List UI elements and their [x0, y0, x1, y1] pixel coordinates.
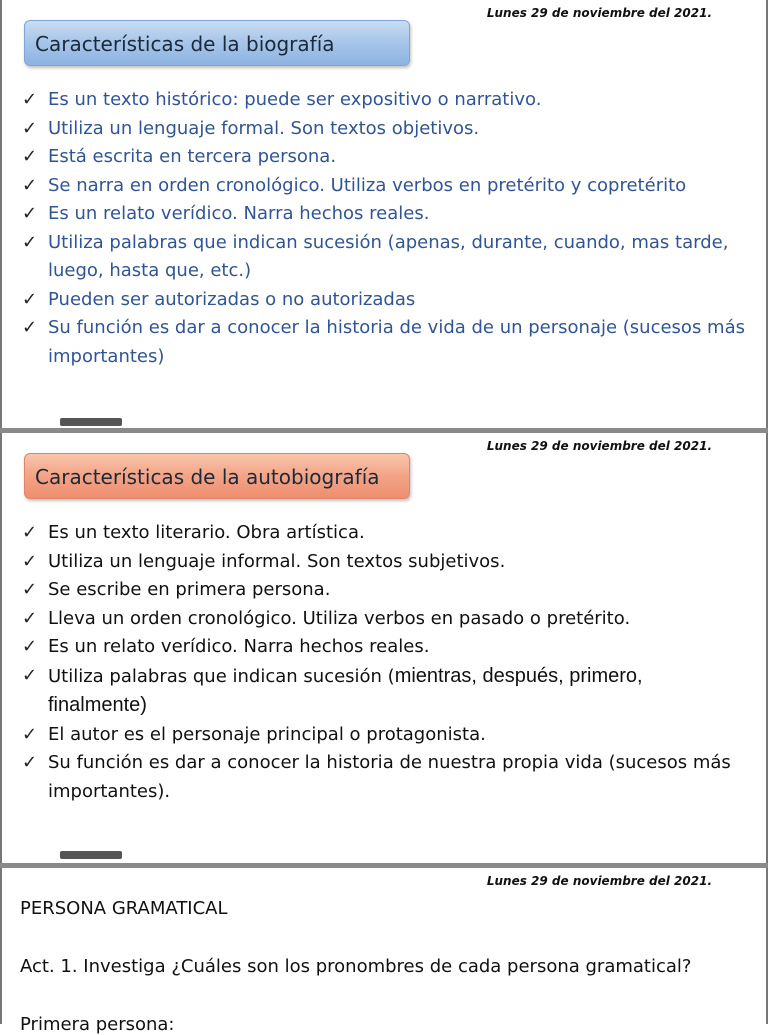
- list-item: [20, 576, 750, 605]
- list-item: [20, 548, 750, 577]
- list-item: [20, 721, 750, 750]
- slide-title: Características de la biografía: [24, 20, 410, 66]
- list-item: [20, 229, 750, 286]
- characteristics-list: [20, 519, 750, 806]
- section-heading: PERSONA GRAMATICAL: [20, 898, 228, 919]
- list-item-text-continued: importantes).: [48, 780, 171, 802]
- list-item-examples: mientras, después, primero,: [394, 664, 643, 687]
- slide-title: Características de la autobiografía: [24, 453, 410, 499]
- check-mark-icon: ✓: [22, 89, 38, 110]
- list-item: [20, 200, 750, 229]
- activity-text: Act. 1. Investiga ¿Cuáles son los pronombres de cada persona gramatical?: [20, 956, 692, 977]
- check-mark-icon: ✓: [22, 288, 38, 310]
- slide-persona-gramatical: [0, 868, 768, 1035]
- check-mark-icon: ✓: [22, 607, 38, 629]
- slide-biografia: [0, 0, 768, 428]
- check-mark-icon: ✓: [22, 117, 38, 139]
- list-item: [20, 662, 750, 721]
- characteristics-list: [20, 86, 750, 371]
- list-item-text-continued: luego, hasta que, etc.): [48, 260, 252, 281]
- list-item-text: Se escribe en primera persona.: [48, 579, 331, 600]
- list-item-text-continued: importantes): [48, 345, 165, 367]
- date-label: Lunes 29 de noviembre del 2021.: [486, 874, 712, 888]
- slide-autobiografia: [0, 433, 768, 863]
- list-item: [20, 286, 750, 315]
- list-item-text: Utiliza un lenguaje informal. Son textos subjetivos.: [48, 550, 506, 572]
- list-item-text: Está escrita en tercera persona.: [48, 146, 337, 167]
- list-item: [20, 314, 750, 371]
- list-item-text: El autor es el personaje principal o protagonista.: [48, 723, 486, 745]
- check-mark-icon: ✓: [22, 203, 38, 224]
- list-item-text: Se narra en orden cronológico. Utiliza verbos en pretérito y copretérito: [48, 174, 687, 196]
- list-item-text: Utiliza un lenguaje formal. Son textos objetivos.: [48, 117, 480, 139]
- list-item-text: Lleva un orden cronológico. Utiliza verbos en pasado o pretérito.: [48, 607, 631, 629]
- check-mark-icon: ✓: [22, 723, 38, 745]
- check-mark-icon: ✓: [22, 636, 38, 657]
- list-item: [20, 115, 750, 144]
- list-item: [20, 86, 750, 115]
- list-item: [20, 519, 750, 548]
- list-item: [20, 605, 750, 634]
- list-item-text: Su función es dar a conocer la historia de vida de un personaje (sucesos más: [48, 317, 745, 338]
- slide-handle: [60, 851, 122, 859]
- list-item-text: Es un texto histórico: puede ser expositivo o narrativo.: [48, 89, 542, 110]
- list-item-text: Es un relato verídico. Narra hechos reales.: [48, 636, 430, 657]
- check-mark-icon: ✓: [22, 317, 38, 338]
- slide-handle: [60, 418, 122, 426]
- partial-text: Primera persona:: [20, 1014, 175, 1035]
- check-mark-icon: ✓: [22, 579, 38, 600]
- list-item-text: Utiliza palabras que indican sucesión (apenas, durante, cuando, mas tarde,: [48, 231, 729, 253]
- list-item-text: Es un relato verídico. Narra hechos reales.: [48, 203, 430, 224]
- check-mark-icon: ✓: [22, 146, 38, 167]
- list-item-text-continued: finalmente): [48, 694, 147, 716]
- list-item: [20, 172, 750, 201]
- check-mark-icon: ✓: [22, 522, 38, 543]
- list-item: [20, 633, 750, 662]
- check-mark-icon: ✓: [22, 231, 38, 253]
- list-item-text: Utiliza palabras que indican sucesión (: [48, 665, 395, 687]
- check-mark-icon: ✓: [22, 174, 38, 196]
- date-label: Lunes 29 de noviembre del 2021.: [486, 6, 712, 20]
- check-mark-icon: ✓: [22, 664, 38, 686]
- list-item-text: Pueden ser autorizadas o no autorizadas: [48, 288, 416, 310]
- check-mark-icon: ✓: [22, 550, 38, 572]
- list-item-text: Es un texto literario. Obra artística.: [48, 522, 365, 543]
- list-item: [20, 143, 750, 172]
- date-label: Lunes 29 de noviembre del 2021.: [486, 439, 712, 453]
- list-item-text: Su función es dar a conocer la historia de nuestra propia vida (sucesos más: [48, 752, 731, 773]
- check-mark-icon: ✓: [22, 752, 38, 773]
- list-item: [20, 749, 750, 806]
